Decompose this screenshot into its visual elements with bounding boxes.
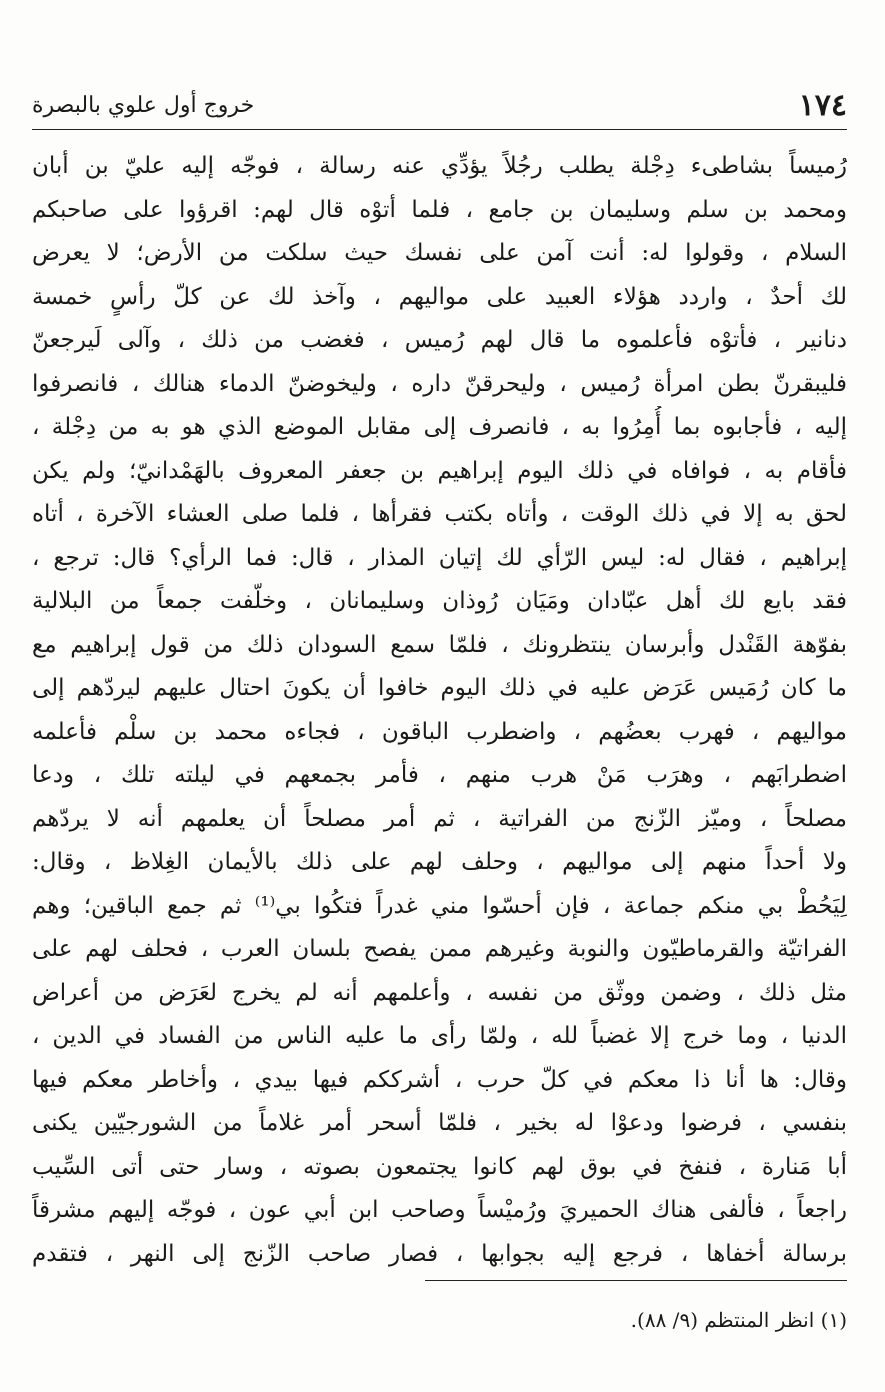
body-text bbox=[32, 145, 847, 1276]
page-header bbox=[32, 88, 847, 130]
text-line: فأقام به ، فوافاه في ذلك اليوم إبراهيم بن جعفر المعروف بالهَمْدانيّ؛ ولم يكن bbox=[32, 457, 847, 484]
text-line: بفوّهة القَنْدل وأبرسان ينتظرونك ، فلمّا سمع السودان ذلك من قول إبراهيم مع bbox=[32, 631, 847, 658]
page-number: ١٧٤ bbox=[798, 88, 847, 123]
text-line: مثل ذلك ، وضمن ووثّق من نفسه ، وأعلمهم أنه لم يخرج لعَرَض من أعراض bbox=[32, 979, 847, 1006]
text-line: إبراهيم ، فقال له: ليس الرّأي لك إتيان المذار ، قال: فما الرأي؟ قال: ترجع ، bbox=[32, 544, 847, 571]
text-line: لِيَحُطْ بي منكم جماعة ، فإن أحسّوا مني غدراً فتكُوا بي⁽¹⁾ ثم جمع الباقين؛ وهم bbox=[32, 892, 847, 919]
text-line: فقد بايع لك أهل عبّادان ومَيَان رُوذان وسليمانان ، وخلّفت جمعاً من البلالية bbox=[32, 588, 847, 614]
text-line: برسالة أخفاها ، فرجع إليه بجوابها ، فصار صاحب الزّنج إلى النهر ، فتقدم bbox=[32, 1240, 847, 1267]
header-rule bbox=[32, 129, 847, 130]
text-line: لك أحدٌ ، واردد هؤلاء العبيد على مواليهم ، وآخذ لك عن كلّ رأسٍ خمسة bbox=[32, 283, 847, 310]
footnote-rule bbox=[425, 1280, 847, 1281]
text-line: لحق به إلا في ذلك الوقت ، وأتاه بكتب فقرأها ، فلما صلى العشاء الآخرة ، أتاه bbox=[32, 501, 847, 527]
text-line: مواليهم ، فهرب بعضُهم ، واضطرب الباقون ، فجاءه محمد بن سلْم فأعلمه bbox=[32, 718, 847, 745]
running-title: خروج أول علوي بالبصرة bbox=[32, 93, 255, 118]
text-line: اضطرابَهم ، وهرَب مَنْ هرب منهم ، فأمر بجمعهم في ليلته تلك ، ودعا bbox=[32, 762, 847, 788]
text-line: رُميساً بشاطىء دِجْلة يطلب رجُلاً يؤدِّي عنه رسالة ، فوجّه إليه عليّ بن أبان bbox=[32, 153, 847, 179]
text-line: الفراتيّة والقرماطيّون والنوبة وغيرهم ممن يفصح بلسان العرب ، فحلف لهم على bbox=[32, 936, 847, 962]
text-line: ما كان رُمَيس عَرَض عليه في ذلك اليوم خافوا أن يكونَ احتال عليهم ليردّهم إلى bbox=[32, 675, 847, 701]
text-line: الدنيا ، وما خرج إلا غضباً لله ، ولمّا رأى ما عليه الناس من الفساد في الدين ، bbox=[32, 1023, 847, 1049]
text-line: وقال: ها أنا ذا معكم في كلّ حرب ، أشرككم فيها بيدي ، وأخاطر معكم فيها bbox=[32, 1066, 847, 1093]
text-line: فليبقرنّ بطن امرأة رُميس ، وليحرقنّ داره ، وليخوضنّ الدماء هنالك ، فانصرفوا bbox=[32, 370, 847, 397]
text-line: ولا أحداً منهم إلى مواليهم ، وحلف لهم على ذلك بالأيمان الغِلاظ ، وقال: bbox=[32, 849, 847, 875]
text-line: مصلحاً ، وميّز الزّنج من الفراتية ، ثم أمر مصلحاً أن يعلمهم أنه لا يردّهم bbox=[32, 805, 847, 832]
text-line: السلام ، وقولوا له: أنت آمن على نفسك حيث سلكت من الأرض؛ لا يعرض bbox=[32, 240, 847, 266]
text-line: راجعاً ، فألفى هناك الحميريَ ورُميْساً وصاحب ابن أبي عون ، فوجّه إليهم مشرقاً bbox=[32, 1197, 847, 1223]
text-line: بنفسي ، فرضوا ودعوْا له بخير ، فلمّا أسحر أمر غلاماً من الشورجيّين يكنى bbox=[32, 1110, 847, 1136]
footnote: (١) انظر المنتظم (٩/ ٨٨). bbox=[630, 1308, 847, 1332]
text-line: ومحمد بن سلم وسليمان بن جامع ، فلما أتوْه قال لهم: اقرؤوا على صاحبكم bbox=[32, 196, 847, 223]
text-line: دنانير ، فأتوْه فأعلموه ما قال لهم رُميس ، فغضب من ذلك ، وآلى لَيرجعنّ bbox=[32, 327, 847, 353]
text-line: أبا مَنارة ، فنفخ في بوق لهم كانوا يجتمعون بصوته ، وسار حتى أتى السِّيب bbox=[32, 1153, 847, 1180]
text-line: إليه ، فأجابوه بما أُمِرُوا به ، فانصرف إلى مقابل الموضع الذي هو به من دِجْلة ، bbox=[32, 414, 847, 440]
